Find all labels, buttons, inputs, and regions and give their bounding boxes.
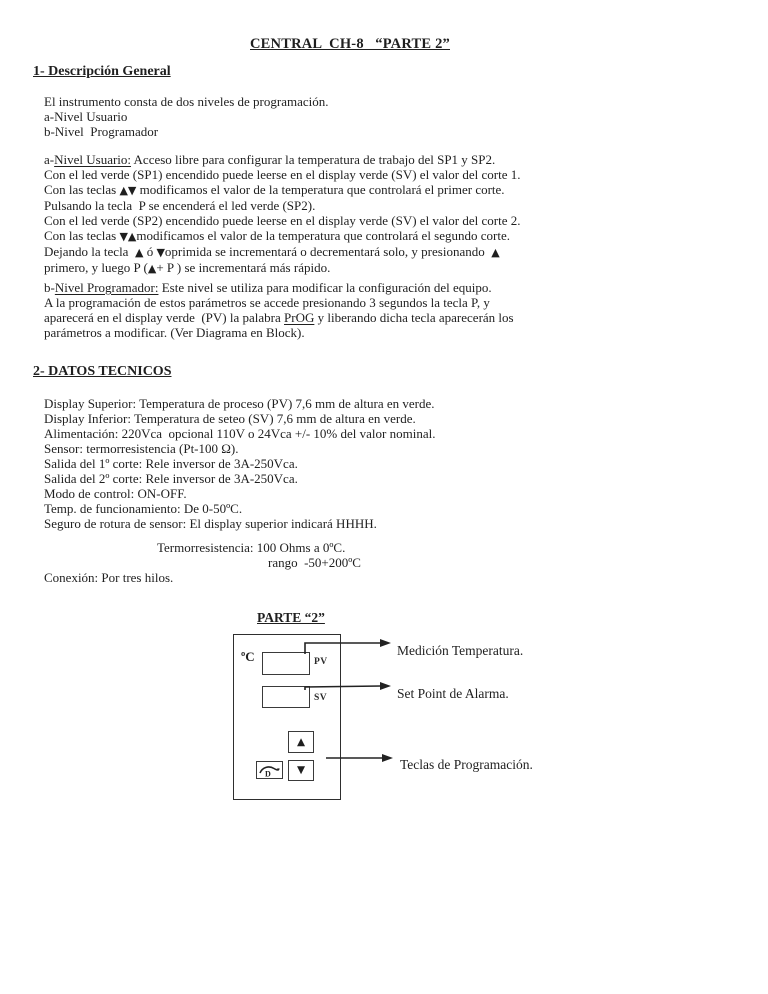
- celsius-label: ºC: [241, 649, 255, 664]
- pv-display-label: PV: [314, 657, 328, 667]
- program-key-icon: [259, 764, 280, 777]
- text-line: parámetros a modificar. (Ver Diagrama en Block).: [44, 325, 305, 340]
- text-line: Modo de control: ON-OFF.: [44, 486, 187, 501]
- keys-arrowhead-icon: [382, 754, 393, 762]
- text-line: Salida del 2º corte: Rele inversor de 3A-250Vca.: [44, 471, 298, 486]
- intro-paragraph: [44, 94, 328, 139]
- thermo-range-line: rango -50+200ºC: [268, 555, 361, 570]
- connection-line: Conexión: Por tres hilos.: [44, 570, 174, 585]
- sv-arrow-line: [305, 686, 381, 690]
- pv-arrowhead-icon: [380, 639, 391, 647]
- nivel-programador-paragraph: [44, 280, 514, 340]
- text-line: Temp. de funcionamiento: De 0-50ºC.: [44, 501, 243, 516]
- document-title: CENTRAL CH-8 “PARTE 2”: [250, 36, 450, 52]
- text-line: b-Nivel Programador: [44, 124, 159, 139]
- text-line: Con el led verde (SP1) encendido puede leerse en el display verde (SV) el valor del corte 1.: [44, 167, 521, 182]
- up-arrow-icon: ▲: [296, 735, 306, 748]
- svg-text:D: D: [265, 769, 271, 777]
- diagram-heading: PARTE “2”: [257, 610, 325, 625]
- down-arrow-icon: ▼: [296, 764, 306, 777]
- text-line: Con el led verde (SP2) encendido puede leerse en el display verde (SV) el valor del corte 2.: [44, 213, 521, 228]
- text-line: Sensor: termorresistencia (Pt-100 Ω).: [44, 441, 239, 456]
- text-line: primero, y luego P (▲+ P ) se incrementará más rápido.: [44, 260, 331, 275]
- text-line: Dejando la tecla ▲ ó ▼oprimida se incrementará o decrementará solo, y presionando ▲: [44, 244, 500, 259]
- text-line: aparecerá en el display verde (PV) la palabra PrOG y liberando dicha tecla aparecerán los: [44, 310, 514, 325]
- text-line: a-Nivel Usuario: Acceso libre para configurar la temperatura de trabajo del SP1 y SP2.: [44, 152, 496, 167]
- tech-specs-list: [44, 396, 435, 531]
- text-line: El instrumento consta de dos niveles de programación.: [44, 94, 329, 109]
- program-key-button: [256, 761, 283, 779]
- text-line: b-Nivel Programador: Este nivel se utiliza para modificar la configuración del equipo.: [44, 280, 492, 295]
- nivel-usuario-paragraph: [44, 152, 521, 276]
- text-line: Salida del 1º corte: Rele inversor de 3A-250Vca.: [44, 456, 298, 471]
- text-line: Seguro de rotura de sensor: El display superior indicará HHHH.: [44, 516, 377, 531]
- text-line: Display Inferior: Temperatura de seteo (SV) 7,6 mm de altura en verde.: [44, 411, 416, 426]
- pv-arrow-line: [305, 643, 381, 654]
- text-line: A la programación de estos parámetros se accede presionando 3 segundos la tecla P, y: [44, 295, 490, 310]
- text-line: Pulsando la tecla P se encenderá el led verde (SP2).: [44, 198, 316, 213]
- text-line: Con las teclas ▼▲modificamos el valor de la temperatura que controlará el segundo corte.: [44, 228, 510, 243]
- text-line: Con las teclas ▲▼ modificamos el valor de la temperatura que controlará el primer corte.: [44, 182, 505, 197]
- section2-heading: 2- DATOS TECNICOS: [33, 364, 172, 379]
- text-line: Alimentación: 220Vca opcional 110V o 24Vca +/- 10% del valor nominal.: [44, 426, 436, 441]
- sv-arrowhead-icon: [380, 682, 391, 690]
- thermo-spec-line: Termorresistencia: 100 Ohms a 0ºC.: [157, 540, 346, 555]
- annotation-keys: Teclas de Programación.: [400, 757, 533, 772]
- text-line: a-Nivel Usuario: [44, 109, 128, 124]
- annotation-sv: Set Point de Alarma.: [397, 686, 509, 701]
- sv-display-label: SV: [314, 693, 328, 703]
- section1-heading: 1- Descripción General: [33, 64, 171, 79]
- annotation-pv: Medición Temperatura.: [397, 643, 524, 658]
- text-line: Display Superior: Temperatura de proceso (PV) 7,6 mm de altura en verde.: [44, 396, 435, 411]
